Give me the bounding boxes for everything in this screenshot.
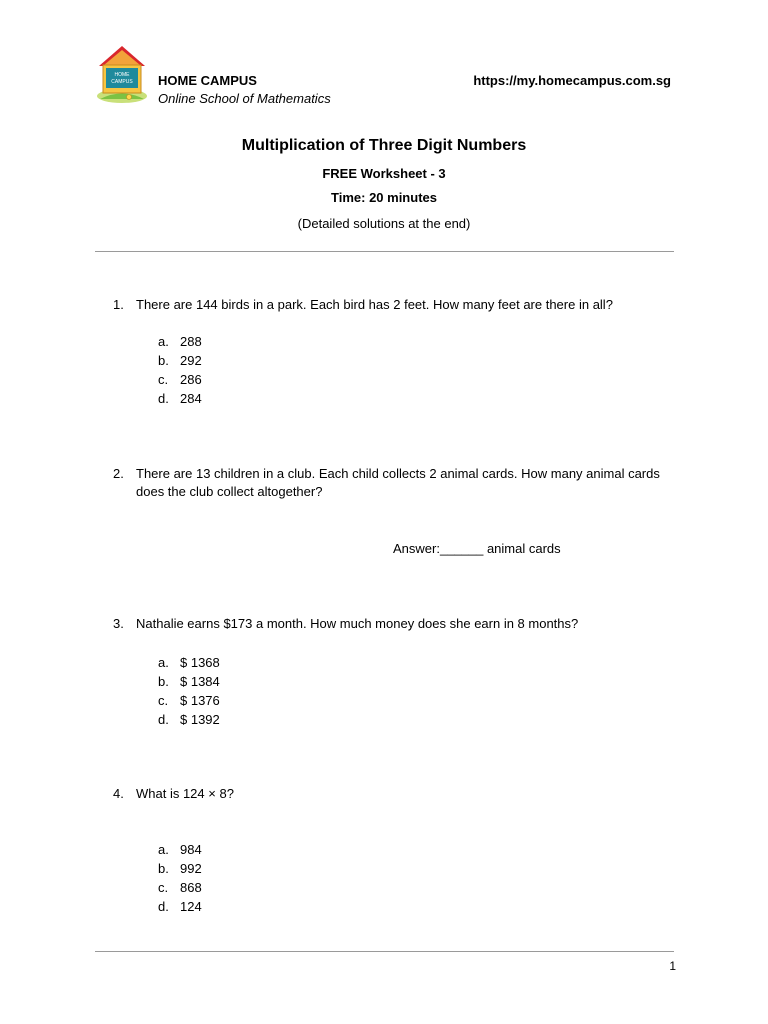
option-value: 868 <box>180 880 202 895</box>
option-a[interactable] <box>158 840 202 859</box>
option-d[interactable] <box>158 710 220 729</box>
svg-text:CAMPUS: CAMPUS <box>111 79 133 85</box>
option-c[interactable] <box>158 878 202 897</box>
option-c[interactable] <box>158 691 220 710</box>
question-text: Nathalie earns $173 a month. How much money does she earn in 8 months? <box>136 616 579 631</box>
option-value: 984 <box>180 842 202 857</box>
option-a[interactable] <box>158 653 220 672</box>
top-divider <box>95 251 674 252</box>
option-letter: b. <box>158 861 169 876</box>
option-b[interactable] <box>158 351 202 370</box>
option-b[interactable] <box>158 672 220 691</box>
answer-line[interactable]: Answer:______ animal cards <box>393 541 561 556</box>
option-value: 992 <box>180 861 202 876</box>
option-value: 284 <box>180 391 202 406</box>
question-text: There are 144 birds in a park. Each bird has 2 feet. How many feet are there in all? <box>136 297 613 312</box>
option-letter: c. <box>158 693 169 708</box>
option-value: $ 1392 <box>180 712 220 727</box>
options-list <box>158 653 220 729</box>
option-d[interactable] <box>158 897 202 916</box>
worksheet-time: Time: 20 minutes <box>331 190 437 205</box>
option-letter: b. <box>158 353 169 368</box>
option-value: $ 1376 <box>180 693 220 708</box>
org-subtitle: Online School of Mathematics <box>158 91 331 106</box>
question-number: 4. <box>113 786 124 801</box>
option-value: $ 1384 <box>180 674 220 689</box>
option-letter: a. <box>158 334 169 349</box>
question-number: 3. <box>113 616 124 631</box>
option-letter: d. <box>158 899 169 914</box>
option-d[interactable] <box>158 389 202 408</box>
question-number: 2. <box>113 466 124 481</box>
option-value: 286 <box>180 372 202 387</box>
option-letter: d. <box>158 391 169 406</box>
option-letter: c. <box>158 880 169 895</box>
svg-text:HOME: HOME <box>114 72 130 78</box>
options-list <box>158 332 202 408</box>
org-name: HOME CAMPUS <box>158 73 257 88</box>
question-text: There are 13 children in a club. Each child collects 2 animal cards. How many animal cards does the club collect altogether? <box>136 466 660 499</box>
bottom-divider <box>95 951 674 952</box>
option-value: $ 1368 <box>180 655 220 670</box>
website-url[interactable]: https://my.homecampus.com.sg <box>473 73 671 88</box>
option-value: 124 <box>180 899 202 914</box>
option-value: 292 <box>180 353 202 368</box>
option-a[interactable] <box>158 332 202 351</box>
option-letter: b. <box>158 674 169 689</box>
option-b[interactable] <box>158 859 202 878</box>
question-text: What is 124 × 8? <box>136 786 234 801</box>
home-campus-logo <box>96 44 148 104</box>
option-letter: d. <box>158 712 169 727</box>
question-number: 1. <box>113 297 124 312</box>
worksheet-subtitle: FREE Worksheet - 3 <box>322 166 446 181</box>
option-letter: a. <box>158 655 169 670</box>
option-c[interactable] <box>158 370 202 389</box>
page-number: 1 <box>669 959 676 973</box>
worksheet-title: Multiplication of Three Digit Numbers <box>241 137 527 154</box>
worksheet-note: (Detailed solutions at the end) <box>297 216 471 231</box>
option-letter: a. <box>158 842 169 857</box>
option-value: 288 <box>180 334 202 349</box>
options-list <box>158 840 202 916</box>
option-letter: c. <box>158 372 169 387</box>
